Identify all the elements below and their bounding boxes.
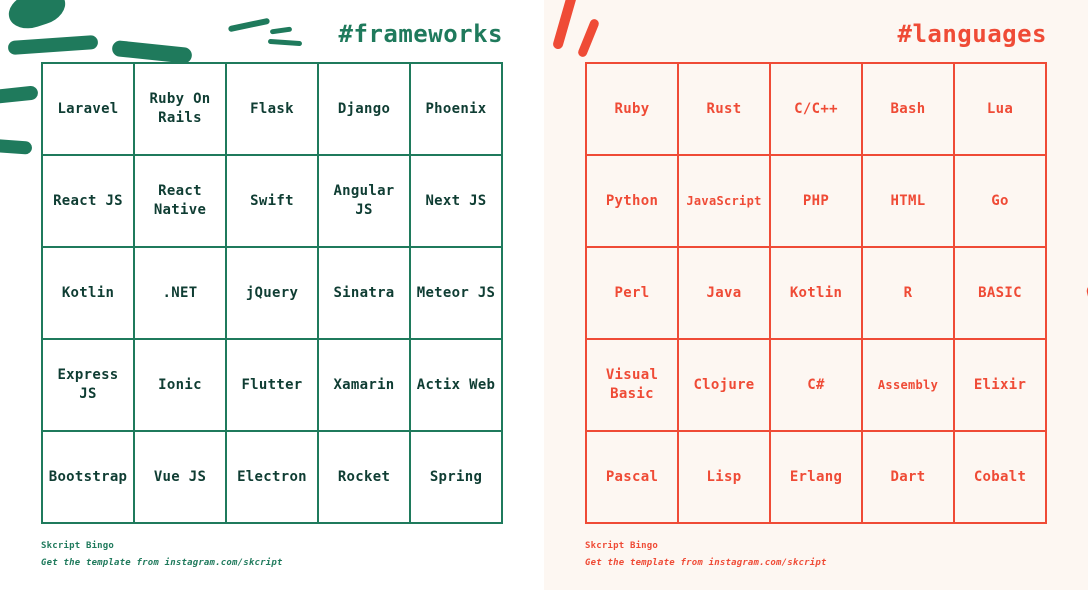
bingo-cell[interactable]: Ionic [135, 340, 227, 432]
bingo-cell[interactable]: Cobalt [955, 432, 1047, 524]
bingo-cell[interactable]: HTML [863, 156, 955, 248]
brush-stroke-icon [577, 18, 600, 58]
bingo-cell[interactable]: React JS [43, 156, 135, 248]
bingo-cell[interactable]: Phoenix [411, 64, 503, 156]
brush-stroke-icon [552, 0, 578, 50]
bingo-cell[interactable]: Django [319, 64, 411, 156]
bingo-cell[interactable]: Elixir [955, 340, 1047, 432]
footer-template-note: Get the template from instagram.com/skcript [585, 557, 827, 568]
card-title-frameworks: #frameworks [338, 20, 503, 48]
bingo-cell[interactable]: Visual Basic [587, 340, 679, 432]
brush-stroke-icon [8, 35, 99, 55]
bingo-cell[interactable]: Sinatra [319, 248, 411, 340]
bingo-cell[interactable]: Java [679, 248, 771, 340]
bingo-cell[interactable]: Assembly [863, 340, 955, 432]
brush-dash-icon [228, 18, 270, 33]
bingo-cell[interactable]: React Native [135, 156, 227, 248]
bingo-cell[interactable]: Spring [411, 432, 503, 524]
bingo-cell[interactable]: Flutter [227, 340, 319, 432]
bingo-card-languages [544, 0, 1088, 590]
bingo-cell[interactable]: Laravel [43, 64, 135, 156]
card-footer-frameworks [41, 538, 283, 572]
bingo-cell[interactable]: Python [587, 156, 679, 248]
brush-dash-icon [270, 26, 292, 34]
bingo-cell[interactable]: Pascal [587, 432, 679, 524]
bingo-cell[interactable]: Ruby On Rails [135, 64, 227, 156]
bingo-cell[interactable]: Go [955, 156, 1047, 248]
footer-brand: Skcript Bingo [585, 540, 659, 551]
bingo-cell[interactable]: PHP [771, 156, 863, 248]
bingo-cell[interactable]: Vue JS [135, 432, 227, 524]
bingo-cell[interactable]: Lua [955, 64, 1047, 156]
bingo-cell[interactable]: jQuery [227, 248, 319, 340]
bingo-cell[interactable]: R [863, 248, 955, 340]
card-title-languages: #languages [897, 20, 1047, 48]
bingo-cell[interactable]: Angular JS [319, 156, 411, 248]
bingo-cell[interactable]: Rust [679, 64, 771, 156]
bingo-cell[interactable]: Lisp [679, 432, 771, 524]
footer-template-note: Get the template from instagram.com/skcript [41, 557, 283, 568]
bingo-cell[interactable]: Swift [227, 156, 319, 248]
bingo-cell[interactable]: C/C++ [771, 64, 863, 156]
bingo-cell[interactable]: Xamarin [319, 340, 411, 432]
bingo-cell[interactable]: Flask [227, 64, 319, 156]
bingo-cell[interactable]: Next JS [411, 156, 503, 248]
card-footer-languages [585, 538, 827, 572]
footer-brand: Skcript Bingo [41, 540, 115, 551]
bingo-cell[interactable]: Actix Web [411, 340, 503, 432]
brush-dash-icon [268, 39, 302, 46]
bingo-grid-frameworks [41, 62, 503, 524]
bingo-cell[interactable]: Rocket [319, 432, 411, 524]
bingo-cell[interactable]: Meteor JS [411, 248, 503, 340]
brush-stroke-icon [0, 85, 39, 104]
bingo-cell[interactable]: Express JS [43, 340, 135, 432]
bingo-cell[interactable]: BASIC [955, 248, 1047, 340]
bingo-cell[interactable]: Clojure [679, 340, 771, 432]
bingo-cell[interactable]: Kotlin [43, 248, 135, 340]
bingo-cell[interactable]: Ruby [587, 64, 679, 156]
bingo-cell[interactable]: Dart [863, 432, 955, 524]
bingo-grid-languages [585, 62, 1047, 524]
bingo-cell[interactable]: Kotlin [771, 248, 863, 340]
brush-stroke-icon [111, 40, 192, 64]
bingo-cell[interactable]: JavaScript [679, 156, 771, 248]
bingo-cell[interactable]: Erlang [771, 432, 863, 524]
bingo-cell[interactable]: Bash [863, 64, 955, 156]
brush-stroke-icon [4, 0, 70, 34]
bingo-cell[interactable]: Perl [587, 248, 679, 340]
bingo-cell[interactable]: C# [771, 340, 863, 432]
bingo-cell[interactable]: Bootstrap [43, 432, 135, 524]
bingo-cell[interactable]: .NET [135, 248, 227, 340]
bingo-cell[interactable]: Electron [227, 432, 319, 524]
brush-stroke-icon [0, 138, 32, 154]
